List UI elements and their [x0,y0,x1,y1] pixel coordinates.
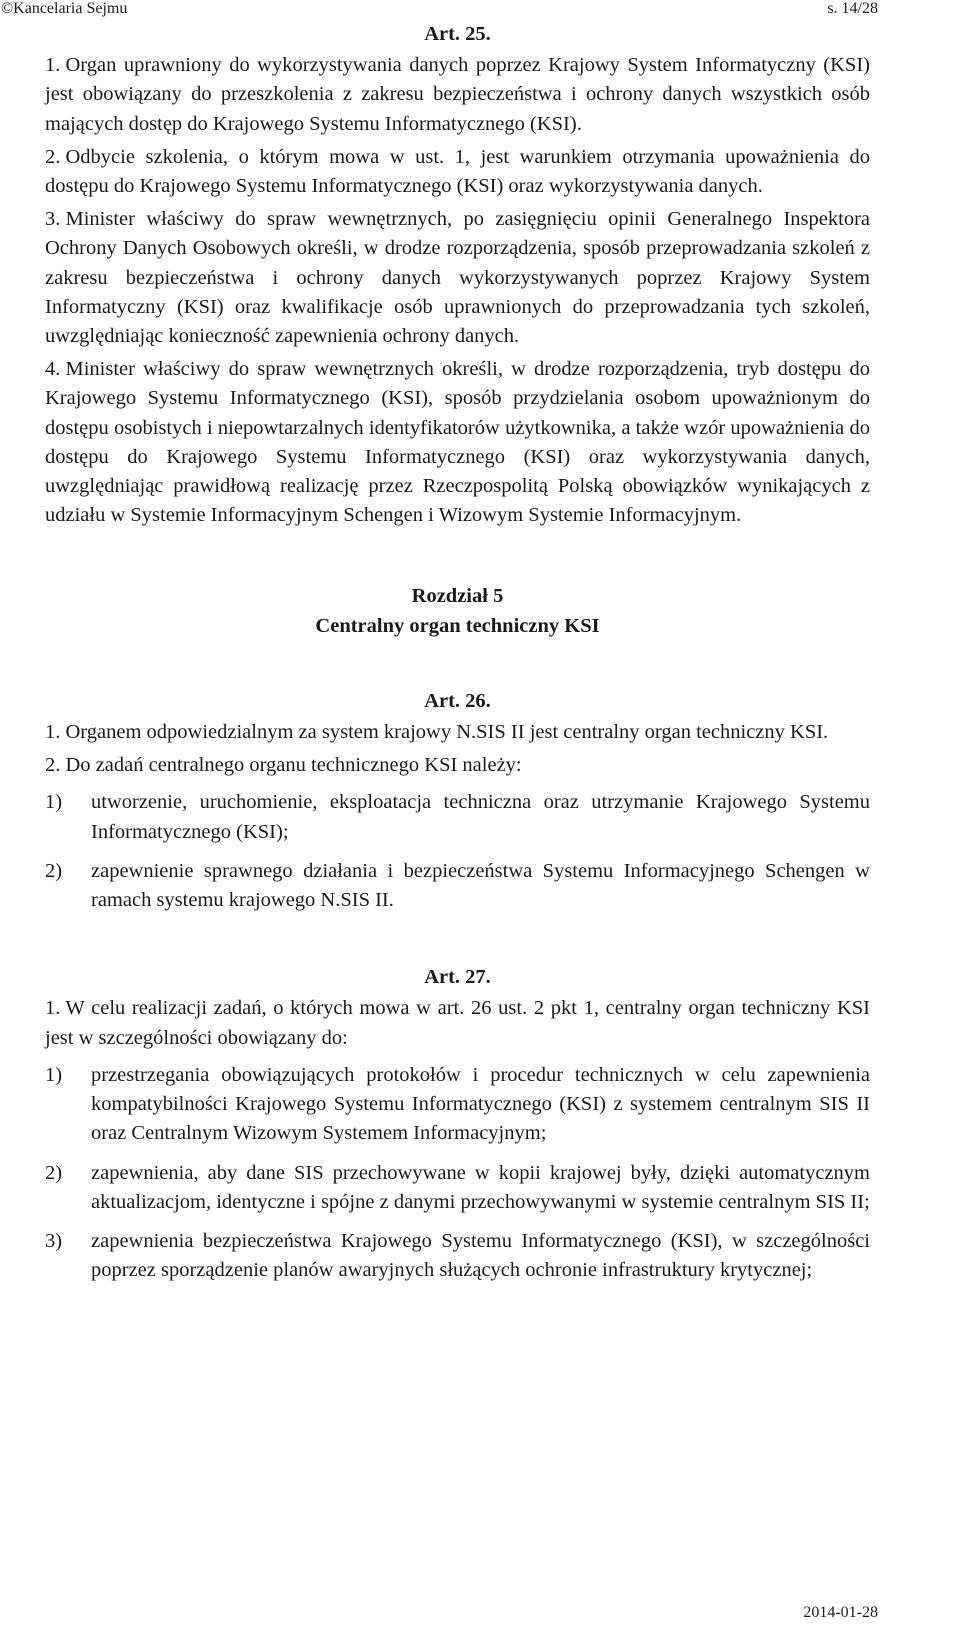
page-number: s. 14/28 [827,0,878,17]
paragraph-text: Do zadań centralnego organu technicznego KSI należy: [65,754,522,777]
list-item [45,1061,870,1149]
paragraph-text: Organ uprawniony do wykorzystywania danych poprzez Krajowy System Informatyczny (KSI) jest obowiązany do przeszkolenia z zakresu bezpieczeństwa i ochrony danych wszystkich osób mających dostęp do Krajowego Systemu Informatycznego (KSI). [45,54,870,135]
point-number: 1) [45,791,63,814]
list-item [45,1227,870,1285]
paragraph-text: Organem odpowiedzialnym za system krajowy N.SIS II jest centralny organ techniczny KSI. [65,721,829,744]
list-item [45,1159,870,1217]
article-26-title: Art. 26. [424,689,491,712]
chapter-number: Rozdział 5 [411,585,504,608]
point-text: zapewnienie sprawnego działania i bezpieczeństwa Systemu Informacyjnego Schengen w ramach systemu krajowego N.SIS II. [91,859,870,912]
paragraph-number: 2. [45,145,61,168]
article-26-paragraph-1 [45,718,870,747]
chapter-title: Centralny organ techniczny KSI [315,614,600,637]
paragraph-text: Minister właściwy do spraw wewnętrznych określi, w drodze rozporządzenia, tryb dostępu do Krajowego Systemu Informatycznego (KSI), sposób przydzielania osobom upoważnionym do dostępu osobistych i niepowtarzalnych identyfikatorów użytkownika, a także wzór upoważnienia do dostępu do Krajowego Systemu Informatycznego (KSI) oraz wykorzystywania danych, uwzględniając prawidłową realizację przez Rzeczpospolitą Polską obowiązków wynikających z udziału w Systemie Informacyjnym Schengen i Wizowym Systemie Informacyjnym. [45,358,870,527]
article-25-paragraph-3 [45,205,870,351]
paragraph-number: 1. [45,721,61,744]
paragraph-text: Odbycie szkolenia, o którym mowa w ust. 1, jest warunkiem otrzymania upoważnienia do dostępu do Krajowego Systemu Informatycznego (KSI) oraz wykorzystywania danych. [45,145,870,198]
paragraph-text: W celu realizacji zadań, o których mowa w art. 26 ust. 2 pkt 1, centralny organ techniczny KSI jest w szczególności obowiązany do: [45,997,870,1049]
article-25-paragraph-4 [45,355,870,530]
point-text: zapewnienia, aby dane SIS przechowywane w kopii krajowej były, dzięki automatycznym aktualizacjom, identyczne i spójne z danymi przechowywanymi w systemie centralnym SIS II; [91,1161,870,1213]
point-number: 3) [45,1229,63,1252]
point-number: 2) [45,1161,63,1184]
article-27-points [45,1061,870,1285]
list-item [45,788,870,846]
article-25-paragraph-2 [45,143,870,201]
article-27-paragraph-1 [45,994,870,1052]
list-item [45,857,870,915]
article-25-paragraph-1 [45,51,870,139]
point-text: przestrzegania obowiązujących protokołów i procedur technicznych w celu zapewnienia kompatybilności Krajowego Systemu Informatycznego (KSI) z systemem centralnym SIS II oraz Centralnym Wizowym Systemem Informacyjnym; [91,1063,870,1145]
article-25-title: Art. 25. [424,23,491,45]
paragraph-text: Minister właściwy do spraw wewnętrznych, po zasięgnięciu opinii Generalnego Inspektora Ochrony Danych Osobowych określi, w drodze rozporządzenia, sposób przeprowadzania szkoleń z zakresu bezpieczeństwa i ochrony danych wykorzystywanych poprzez Krajowy System Informatyczny (KSI) oraz kwalifikacje osób uprawnionych do przeprowadzania tych szkoleń, uwzględniając konieczność zapewnienia ochrony danych. [45,208,870,348]
point-text: zapewnienia bezpieczeństwa Krajowego Systemu Informatycznego (KSI), w szczególności poprzez sporządzenie planów awaryjnych służących ochronie infrastruktury krytycznej; [91,1229,870,1282]
article-26-points [45,788,870,915]
point-number: 2) [45,859,63,882]
article-26-paragraph-2 [45,751,870,780]
paragraph-number: 1. [45,997,61,1020]
point-text: utworzenie, uruchomienie, eksploatacja techniczna oraz utrzymanie Krajowego Systemu Informatycznego (KSI); [91,791,870,843]
paragraph-number: 2. [45,754,61,777]
document-date: 2014-01-28 [803,1604,878,1621]
header-copyright: ©Kancelaria Sejmu [1,0,128,17]
article-27-title: Art. 27. [424,966,491,989]
paragraph-number: 1. [45,54,61,77]
paragraph-number: 3. [45,208,61,231]
paragraph-number: 4. [45,358,61,381]
point-number: 1) [45,1063,63,1086]
document-body [45,20,870,1295]
